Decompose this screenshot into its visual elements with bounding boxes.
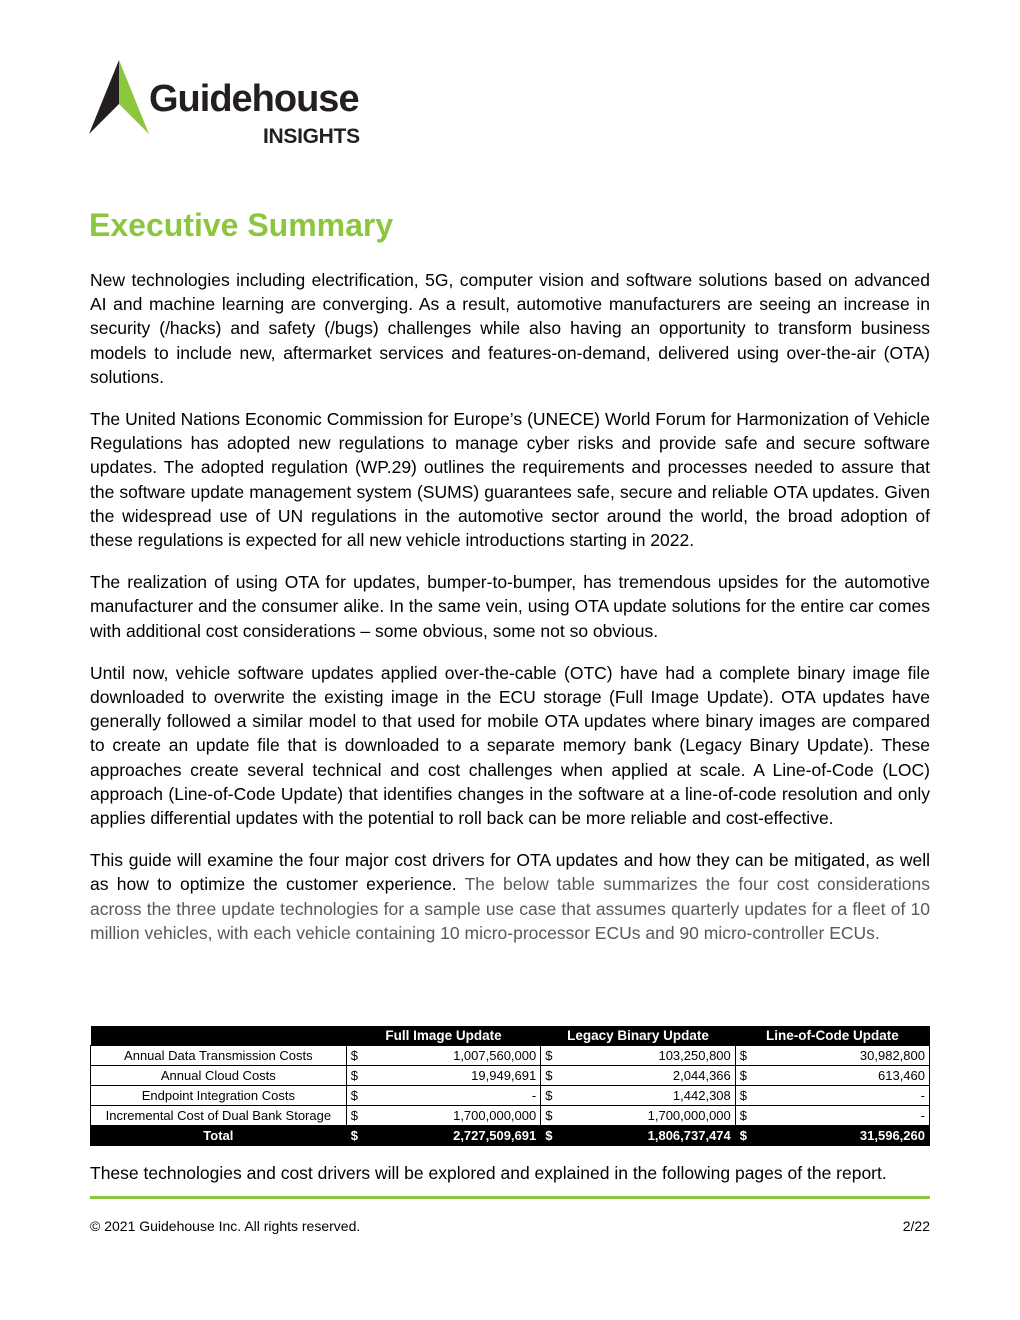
row-label: Annual Cloud Costs [91,1066,347,1086]
currency: $ [735,1066,751,1086]
currency: $ [346,1046,362,1066]
total-row [91,1126,930,1146]
cell-value: 19,949,691 [362,1066,541,1086]
cell-value: - [751,1106,930,1126]
page-number: 2/22 [902,1218,930,1234]
row-label: Incremental Cost of Dual Bank Storage [91,1106,347,1126]
table-row [91,1086,930,1106]
table-row [91,1046,930,1066]
total-label: Total [91,1126,347,1146]
page-title: Executive Summary [89,207,394,243]
header-full-image: Full Image Update [346,1026,541,1046]
currency: $ [541,1106,557,1126]
cell-value: 1,007,560,000 [362,1046,541,1066]
currency: $ [541,1086,557,1106]
cell-value: 103,250,800 [556,1046,735,1066]
table-row [91,1106,930,1126]
currency: $ [735,1086,751,1106]
paragraph-2: The United Nations Economic Commission for Europe’s (UNECE) World Forum for Harmonization of Vehicle Regulations has adopted new regulations to manage cyber risks and provide safe and secure software updates. The adopted regulation (WP.29) outlines the requirements and processes needed to assure that the software update management system (SUMS) guarantees safe, secure and reliable OTA updates. Given the widespread use of UN regulations in the automotive sector around the world, the broad adoption of these regulations is expected for all new vehicle introductions starting in 2022. [90,409,930,551]
cost-table [90,1026,930,1146]
footer-divider [90,1196,930,1199]
paragraph-4: Until now, vehicle software updates applied over-the-cable (OTC) have had a complete binary image file downloaded to overwrite the existing image in the ECU storage (Full Image Update). OTA updates have generally followed a similar model to that used for mobile OTA updates where binary images are compared to create an update file that is downloaded to a separate memory bank (Legacy Binary Update). These approaches create several technical and cost challenges when applied at scale. A Line-of-Code (LOC) approach (Line-of-Code Update) that identifies changes in the software at a line-of-code resolution and only applies differential updates with the potential to roll back can be more reliable and cost-effective. [90,662,930,829]
currency: $ [541,1046,557,1066]
cell-value: - [362,1086,541,1106]
cell-value: 1,442,308 [556,1086,735,1106]
currency: $ [346,1106,362,1126]
table-row [91,1066,930,1086]
currency: $ [735,1046,751,1066]
total-value: 1,806,737,474 [556,1126,735,1146]
row-label: Annual Data Transmission Costs [91,1046,347,1066]
currency: $ [735,1106,751,1126]
paragraph-5-detail: The below table summarizes the four cost considerations across the three update technologies for a sample use case that assumes quarterly updates for a fleet of 10 million vehicles, with each vehicle containing 10 micro-processor ECUs and 90 micro-controller ECUs. [90,874,930,943]
paragraph-5 [90,848,930,945]
total-value: 2,727,509,691 [362,1126,541,1146]
header-blank [91,1026,347,1046]
paragraph-1: New technologies including electrification, 5G, computer vision and software solutions based on advanced AI and machine learning are converging. As a result, automotive manufacturers are seeing an increase in security (/hacks) and safety (/bugs) challenges while also having an opportunity to transform business models to include new, aftermarket services and features-on-demand, delivered using over-the-air (OTA) solutions. [90,270,930,387]
logo-mark-icon [89,60,149,136]
guidehouse-logo [89,60,389,150]
row-label: Endpoint Integration Costs [91,1086,347,1106]
logo-brand: Guidehouse [149,78,359,120]
cell-value: 1,700,000,000 [362,1106,541,1126]
cell-value: 30,982,800 [751,1046,930,1066]
currency: $ [346,1086,362,1106]
cell-value: 1,700,000,000 [556,1106,735,1126]
header-line-of-code: Line-of-Code Update [735,1026,929,1046]
currency: $ [541,1126,557,1146]
currency: $ [346,1126,362,1146]
copyright: © 2021 Guidehouse Inc. All rights reserved. [90,1218,361,1234]
paragraph-5-lead: This guide will examine the four major cost drivers for OTA updates and how they can be mitigated, as well as how to optimize the customer experience. [90,850,930,895]
body-text [90,268,930,963]
total-value: 31,596,260 [751,1126,930,1146]
currency: $ [541,1066,557,1086]
currency: $ [735,1126,751,1146]
header-legacy-binary: Legacy Binary Update [541,1026,736,1046]
logo-sub: INSIGHTS [263,125,360,148]
paragraph-3: The realization of using OTA for updates, bumper-to-bumper, has tremendous upsides for the automotive manufacturer and the consumer alike. In the same vein, using OTA update solutions for the entire car comes with additional cost considerations – some obvious, some not so obvious. [90,572,930,641]
currency: $ [346,1066,362,1086]
cell-value: 2,044,366 [556,1066,735,1086]
table-header-row [91,1026,930,1046]
cell-value: - [751,1086,930,1106]
cell-value: 613,460 [751,1066,930,1086]
closing-sentence: These technologies and cost drivers will be explored and explained in the following pages of the report. [90,1163,887,1183]
